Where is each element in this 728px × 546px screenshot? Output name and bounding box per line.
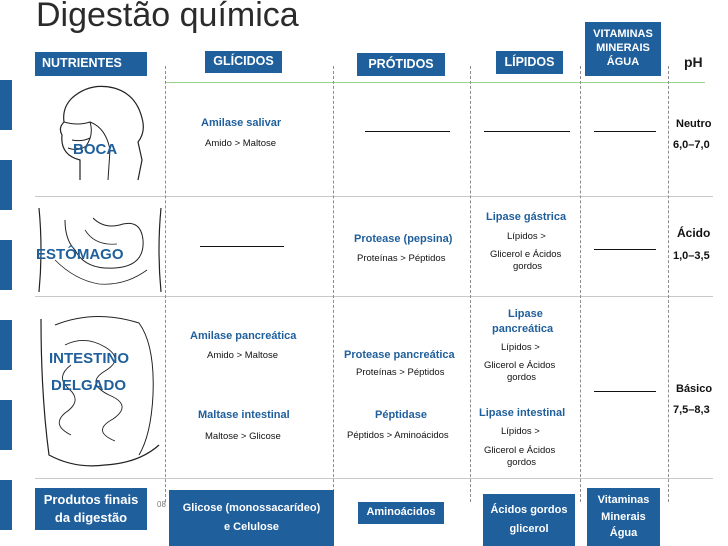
header-lipidos: LÍPIDOS [496,51,563,74]
intestino-glicidos-enzyme-2: Maltase intestinal [198,409,290,421]
intestino-protidos-enzyme-1: Protease pancreática [344,349,455,361]
header-nutrients: NUTRIENTES [35,52,147,76]
left-accent-bar-segment [0,400,12,450]
intestino-glicidos-reaction-1: Amido > Maltose [207,350,279,361]
page-title: Digestão química [36,0,299,34]
final-vitaminas-line-3: Água [609,527,638,540]
header-divider-line [165,82,705,83]
header-protidos: PRÓTIDOS [357,53,445,76]
estomago-ph-label: Ácido [677,226,711,240]
intestino-protidos-enzyme-2: Péptidase [375,409,427,421]
intestino-glicidos-enzyme-1: Amilase pancreática [190,330,297,342]
left-accent-bar-segment [0,480,12,530]
column-divider [668,66,669,502]
intestino-vitaminas-empty [594,391,656,392]
intestino-glicidos-reaction-2: Maltose > Glicose [205,431,281,442]
intestino-ph-label: Básico [676,383,713,395]
boca-vitaminas-empty [594,131,656,132]
header-vitaminas [585,22,661,76]
final-products-label-line-1: Produtos finais [43,491,139,507]
estomago-protidos-enzyme: Protease (pepsina) [354,233,453,245]
slide-number: 08 [157,500,166,509]
boca-lipidos-empty [484,131,570,132]
final-glicidos-box [169,490,334,546]
final-lipidos-box [483,494,575,546]
row-divider-intestino [35,478,713,479]
final-glicidos-line-1: Glicose (monossacarídeo) [182,501,321,514]
final-protidos-box [358,502,444,524]
organ-label-intestino: INTESTINO [49,350,130,367]
row-divider-estomago [35,296,713,297]
estomago-vitaminas-empty [594,249,656,250]
left-accent-bar-segment [0,320,12,370]
final-glicidos-line-2: e Celulose [223,521,280,533]
header-minerais-line: MINERAIS [596,42,650,55]
final-lipidos-line-2: glicerol [509,523,549,535]
intestino-lipidos-reaction-1c: gordos [507,372,537,383]
final-protidos-text: Aminoácidos [366,506,436,519]
intestino-protidos-reaction-1: Proteínas > Péptidos [356,367,445,378]
header-agua-line: ÁGUA [606,55,640,68]
boca-glicidos-reaction: Amido > Maltose [205,138,277,149]
header-ph: pH [684,54,703,70]
intestino-ph-range: 7,5–8,3 [673,404,710,416]
organ-label-boca: BOCA [73,141,118,158]
boca-protidos-empty [365,131,450,132]
final-vitaminas-line-1: Vitaminas [597,494,650,507]
column-divider [333,66,334,502]
header-glicidos: GLÍCIDOS [205,51,282,73]
estomago-lipidos-reaction-3: gordos [513,261,543,272]
column-divider [165,66,166,502]
intestino-lipidos-reaction-2a: Lípidos > [501,426,540,437]
left-accent-bar-segment [0,240,12,290]
intestino-lipidos-reaction-2c: gordos [507,457,537,468]
boca-ph-label: Neutro [676,118,712,130]
intestino-protidos-reaction-2: Péptidos > Aminoácidos [347,430,449,441]
column-divider [470,66,471,502]
estomago-ph-range: 1,0–3,5 [673,250,710,262]
intestino-lipidos-reaction-2b: Glicerol e Ácidos [484,445,556,456]
head-illustration [50,80,162,192]
boca-glicidos-enzyme: Amilase salivar [201,117,282,129]
intestino-lipidos-enzyme-1b: pancreática [492,323,554,335]
row-divider-boca [35,196,713,197]
final-products-label-line-2: da digestão [54,510,128,525]
estomago-lipidos-enzyme: Lipase gástrica [486,211,567,223]
intestino-lipidos-enzyme-1a: Lipase [508,308,543,320]
intestino-lipidos-reaction-1b: Glicerol e Ácidos [484,360,556,371]
estomago-protidos-reaction: Proteínas > Péptidos [357,253,446,264]
intestino-lipidos-reaction-1a: Lípidos > [501,342,540,353]
final-products-label [35,488,147,530]
estomago-lipidos-reaction-2: Glicerol e Ácidos [490,249,562,260]
left-accent-bar-segment [0,80,12,130]
final-lipidos-line-1: Ácidos gordos [490,503,568,516]
left-accent-bar-segment [0,160,12,210]
boca-ph-range: 6,0–7,0 [673,139,710,151]
estomago-glicidos-empty [200,246,284,247]
organ-label-delgado: DELGADO [51,377,126,394]
final-vitaminas-box [587,488,660,546]
final-vitaminas-line-2: Minerais [601,510,646,523]
organ-label-estomago: ESTÔMAGO [36,246,124,263]
intestino-lipidos-enzyme-2: Lipase intestinal [479,407,566,419]
estomago-lipidos-reaction-1: Lípidos > [507,231,546,242]
column-divider [580,66,581,502]
header-vitaminas-line: VITAMINAS [593,28,653,41]
